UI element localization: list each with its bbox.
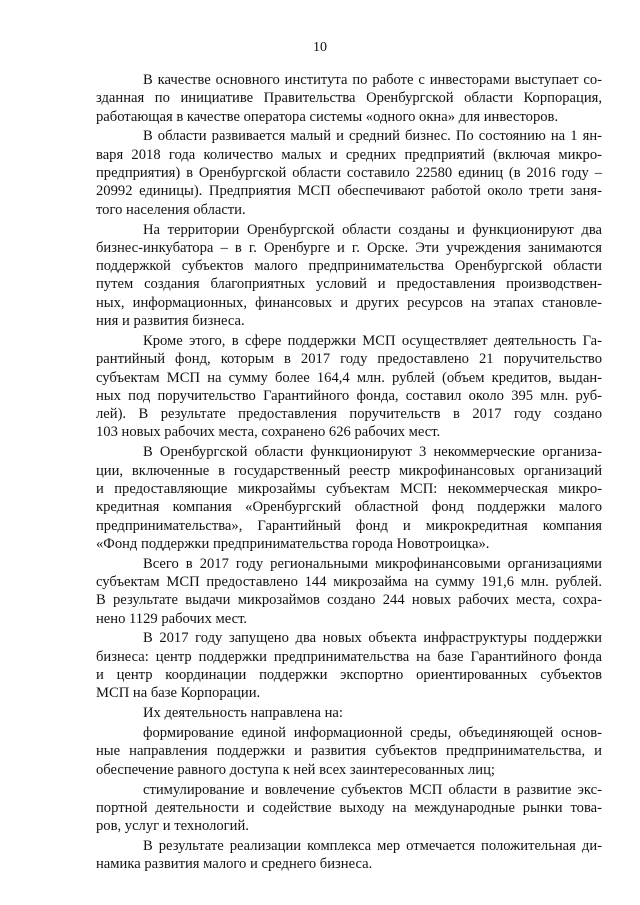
text-line: рантийный фонд, которым в 2017 году предоставлено 21 поручительство	[96, 351, 602, 368]
text-line: В области развивается малый и средний бизнес. По состоянию на 1 ян-	[143, 128, 602, 145]
text-line: ных под поручительство Гарантийного фонда, составил около 395 млн. руб-	[96, 387, 602, 404]
text-line: и центр координации поддержки экспортно ориентированных субъектов	[96, 667, 602, 684]
text-line: того населения области.	[96, 201, 246, 218]
paragraph-new-infrastructure	[96, 629, 602, 702]
text-line: В результате реализации комплекса мер отмечается положительная ди-	[143, 838, 602, 855]
text-line: бизнеса: центр поддержки предпринимательства на базе Гарантийного фонда	[96, 648, 602, 665]
text-line: 103 новых рабочих места, сохранено 626 рабочих мест.	[96, 424, 441, 441]
text-line: предпринимательства», Гарантийный фонд и микрокредитная компания	[96, 517, 602, 534]
text-line: ции, включенные в государственный реестр микрофинансовых организаций	[96, 462, 602, 479]
text-line: портной деятельности и содействие выходу на международные рынки това-	[96, 799, 602, 816]
text-line: На территории Оренбургской области созданы и функционируют два	[143, 221, 602, 238]
paragraph-activity-directions	[96, 704, 602, 722]
text-line: МСП на базе Корпорации.	[96, 685, 261, 702]
page-number: 10	[313, 40, 327, 55]
text-line: В результате выдачи микрозаймов создано 244 новых рабочих места, сохра-	[96, 592, 602, 609]
text-line: субъектам МСП предоставлено 144 микрозайма на сумму 191,6 млн. рублей.	[96, 573, 602, 590]
paragraph-conclusion	[96, 837, 602, 874]
text-line: «Фонд поддержки предпринимательства города Новотроицка».	[96, 535, 490, 552]
paragraph-small-business-stats	[96, 127, 602, 218]
text-line: работающая в качестве оператора системы «одного окна» для инвесторов.	[96, 108, 559, 125]
text-line: 20992 единицы). Предприятия МСП обеспечивают работой около трети заня-	[96, 183, 602, 200]
paragraph-microfinance-organizations	[96, 443, 602, 553]
paragraph-export-stimulation	[96, 781, 602, 836]
paragraph-information-environment	[96, 724, 602, 779]
document-body	[96, 71, 602, 875]
text-line: ров, услуг и технологий.	[96, 818, 249, 835]
text-line: В качестве основного института по работе с инвесторами выступает со-	[143, 72, 602, 88]
paragraph-guarantee-fund	[96, 332, 602, 442]
text-line: зданная по инициативе Правительства Оренбургской области Корпорация,	[96, 90, 602, 107]
text-line: путем создания благоприятных условий и предоставления производствен-	[96, 276, 602, 293]
paragraph-business-incubators	[96, 221, 602, 331]
text-line: бизнес-инкубатора – в г. Оренбурге и г. Орске. Эти учреждения занимаются	[96, 239, 602, 256]
text-line: обеспечение равного доступа к ней всех заинтересованных лиц;	[96, 761, 495, 778]
text-line: Их деятельность направлена на:	[143, 705, 343, 722]
text-line: и предоставляющие микрозаймы субъектам МСП: некоммерческая микро-	[96, 480, 602, 497]
text-line: лей). В результате предоставления поручительств в 2017 году создано	[96, 406, 602, 423]
text-line: В 2017 году запущено два новых объекта инфраструктуры поддержки	[143, 630, 602, 647]
text-line: стимулирование и вовлечение субъектов МСП области в развитие экс-	[143, 781, 602, 798]
text-line: кредитная компания «Оренбургский областной фонд поддержки малого	[96, 499, 602, 516]
text-line: намика развития малого и среднего бизнеса.	[96, 856, 373, 873]
paragraph-microloans-2017	[96, 555, 602, 628]
text-line: субъектам МСП на сумму более 164,4 млн. рублей (объем кредитов, выдан-	[96, 369, 602, 386]
text-line: нено 1129 рабочих мест.	[96, 610, 248, 627]
text-line: формирование единой информационной среды, объединяющей основ-	[143, 725, 602, 742]
text-line: ных, информационных, финансовых и других ресурсов на этапах становле-	[96, 294, 602, 311]
text-line: предприятия) в Оренбургской области составило 22580 единиц (в 2016 году –	[96, 165, 602, 182]
text-line: Кроме этого, в сфере поддержки МСП осуществляет деятельность Га-	[143, 332, 602, 349]
paragraph-investor-corporation	[96, 71, 602, 126]
text-line: ния и развития бизнеса.	[96, 313, 245, 330]
text-line: В Оренбургской области функционируют 3 некоммерческие организа-	[143, 444, 602, 461]
text-line: ные направления поддержки и развития субъектов предпринимательства, и	[96, 743, 602, 760]
text-line: Всего в 2017 году региональными микрофинансовыми организациями	[143, 555, 602, 572]
text-line: поддержкой субъектов малого предпринимательства Оренбургской области	[96, 258, 602, 275]
text-line: варя 2018 года количество малых и средних предприятий (включая микро-	[96, 146, 602, 163]
